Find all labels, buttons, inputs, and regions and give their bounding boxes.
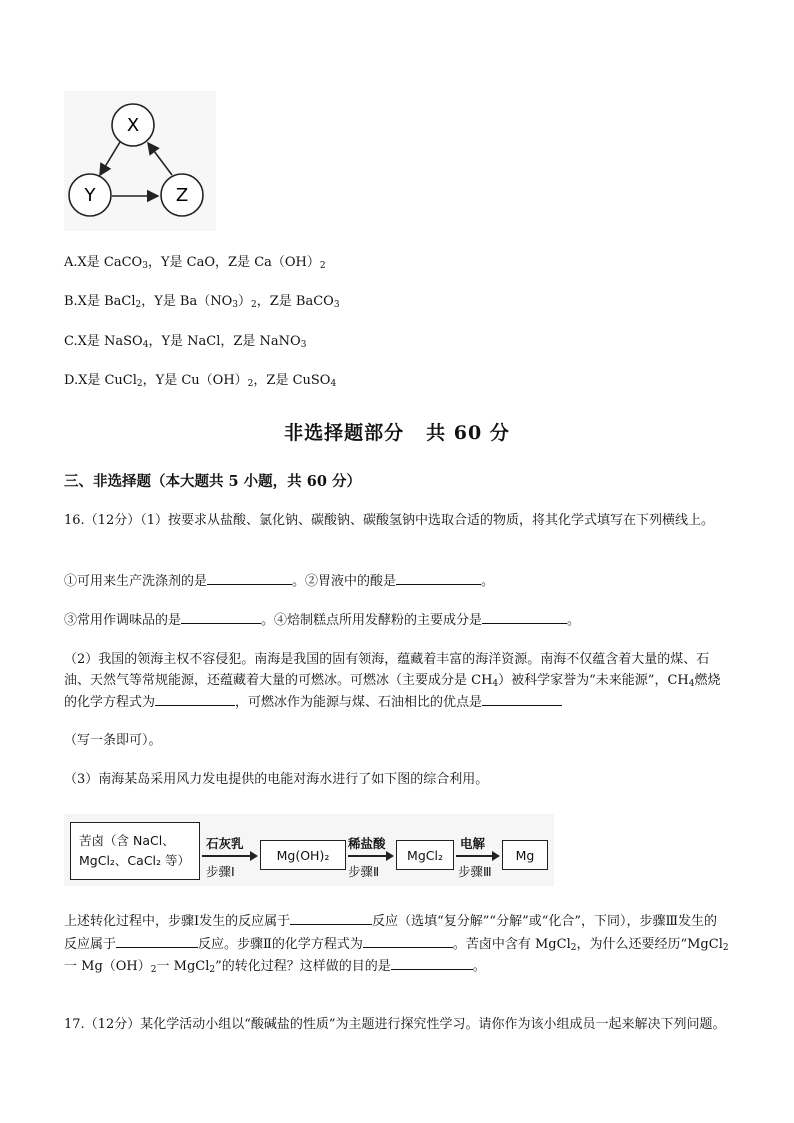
- flow-arrow-2: [348, 855, 392, 857]
- flow-reagent-1: 石灰乳: [206, 836, 244, 851]
- q16-part3: （3）南海某岛采用风力发电提供的电能对海水进行了如下图的综合利用。: [64, 772, 489, 787]
- flow-product-2: MgCl₂: [396, 840, 454, 870]
- option-b: B.X是 BaCl$_2$，Y是 $Ba(NO_3)_2$，Z是 BaCO$_3$: [64, 294, 340, 310]
- flow-step-1: 步骤Ⅰ: [206, 864, 235, 879]
- answer-blank[interactable]: [116, 933, 198, 948]
- reaction-triangle-diagram: [64, 91, 216, 231]
- node-y-label: Y: [84, 185, 96, 206]
- answer-blank[interactable]: [207, 570, 292, 585]
- flow-source-line2: MgCl₂、CaCl₂ 等）: [79, 853, 191, 868]
- answer-blank[interactable]: [482, 609, 567, 624]
- arrow-x-to-y: [100, 142, 120, 175]
- arrow-z-to-x: [148, 143, 172, 175]
- answer-blank[interactable]: [396, 570, 481, 585]
- flow-arrow-1: [202, 855, 256, 857]
- flow-source-box: [70, 822, 200, 880]
- q16-intro: 16.（12分）（1）按要求从盐酸、氯化钠、碳酸钠、碳酸氢钠中选取合适的物质，将其化学式填写在下列横线上。: [64, 513, 714, 528]
- answer-blank[interactable]: [290, 910, 372, 925]
- triangle-svg: [64, 91, 216, 231]
- q16-part2: （2）我国的领海主权不容侵犯。南海是我国的固有领海，蕴藏着丰富的海洋资源。南海不仅蕴含着大量的煤、石油、天然气等常规能源，还蕴藏着大量的可燃冰。可燃冰（主要成分是 $CH_4$）被科学家誉为“未来能源”，$CH_4$燃烧的化学方程式为 ，可燃冰作为能源与煤、石油相比的优点是: [64, 652, 721, 710]
- flow-reagent-2: 稀盐酸: [348, 836, 386, 851]
- q17-text: 17.（12分）某化学活动小组以“酸碱盐的性质”为主题进行探究性学习。请你作为该小组成员一起来解决下列问题。: [64, 1017, 726, 1032]
- section-title: 三、非选择题（本大题共 5 小题，共 60 分）: [64, 473, 361, 490]
- q16-items-1-2: ①可用来生产洗涤剂的是 。②胃液中的酸是 。: [64, 570, 494, 592]
- answer-blank[interactable]: [391, 955, 473, 970]
- answer-blank[interactable]: [181, 609, 261, 624]
- q16-part2-note: （写一条即可）。: [64, 733, 162, 748]
- flow-arrow-3: [456, 855, 498, 857]
- node-z-label: Z: [175, 185, 189, 206]
- answer-blank[interactable]: [363, 933, 453, 948]
- flow-step-3: 步骤Ⅲ: [458, 864, 492, 879]
- flow-step-2: 步骤Ⅱ: [348, 864, 380, 879]
- seawater-flow-chart: [64, 814, 554, 886]
- option-c: C.X是 NaSO$_4$，Y是 NaCl，Z是 NaNO$_3$: [64, 334, 307, 350]
- flow-product-3: Mg: [502, 840, 548, 870]
- part-title: 非选择题部分 共 60 分: [284, 422, 510, 444]
- flow-reagent-3: 电解: [460, 836, 486, 851]
- q16-part3-questions: 上述转化过程中，步骤Ⅰ发生的反应属于 反应（选填“复分解”“分解”或“化合”，下同），步骤Ⅲ发生的反应属于 反应。步骤Ⅱ的化学方程式为 。苦卤中含有 MgCl$_2$，为什么还要经历“MgCl$_2$一 $Mg(OH)_2$一 MgCl$_2$”的转化过程？这样做的目的是 。: [64, 910, 730, 978]
- option-a: A.X是 CaCO$_3$，Y是 CaO，Z是 $Ca(OH)_2$: [64, 255, 326, 271]
- answer-blank[interactable]: [155, 691, 235, 706]
- q16-items-3-4: ③常用作调味品的是 。④焙制糕点所用发酵粉的主要成分是 。: [64, 609, 580, 631]
- node-x-label: X: [126, 115, 140, 136]
- answer-blank[interactable]: [482, 691, 562, 706]
- flow-source-line1: 苦卤（含 NaCl、: [79, 833, 175, 848]
- flow-product-1: Mg(OH)₂: [260, 840, 346, 870]
- option-d: D.X是 CuCl$_2$，Y是 $Cu(OH)_2$，Z是 CuSO$_4$: [64, 373, 337, 389]
